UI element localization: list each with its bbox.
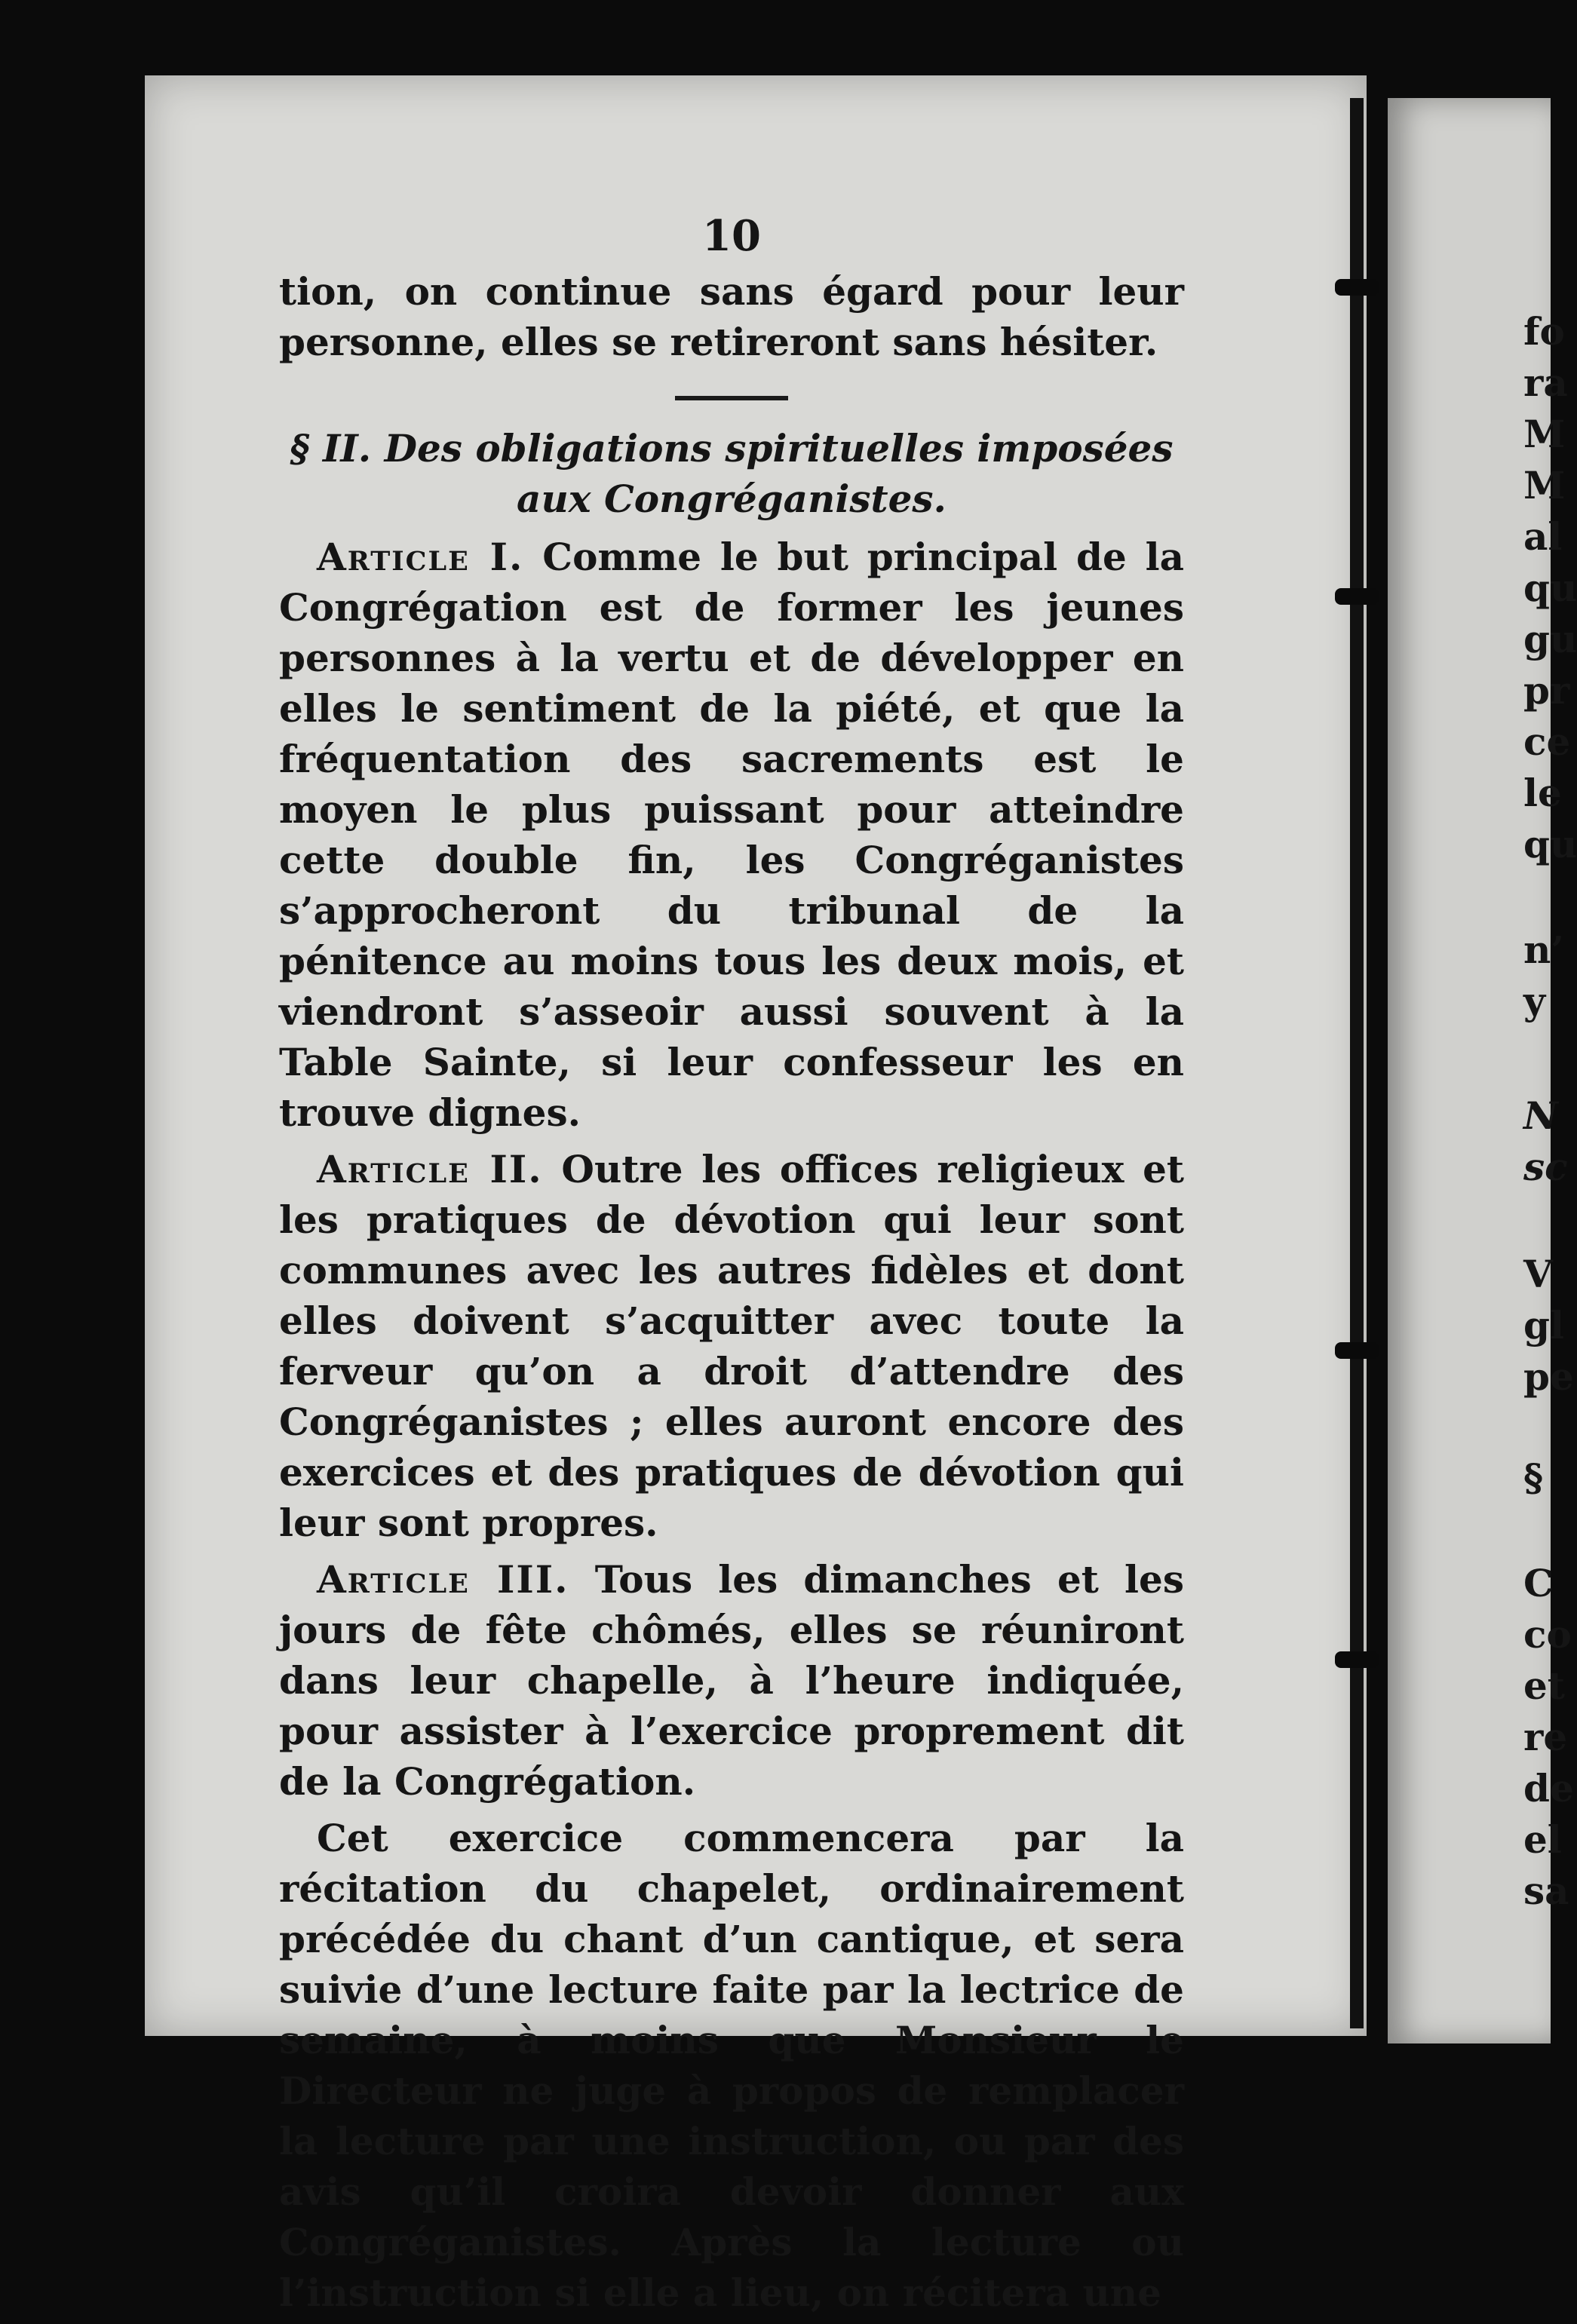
facing-line: M: [1523, 463, 1566, 507]
intro-paragraph: tion, on continue sans égard pour leur personne, elles se retireront sans hésiter.: [279, 269, 1184, 364]
facing-line: co: [1523, 1612, 1572, 1657]
facing-line: et: [1523, 1663, 1565, 1708]
facing-line: re: [1523, 1715, 1568, 1759]
article-label: Article I.: [317, 535, 524, 579]
article-paragraph: [279, 532, 1184, 1138]
article-text: Tous les dimanches et les jours de fête chômés, elles se réuniront dans leur chapelle, à l’heure indiquée, pour assister à l’exercice proprement dit de la Congrégation.: [279, 1557, 1184, 1804]
page-number: 10: [702, 211, 761, 261]
facing-line: gu: [1523, 617, 1577, 661]
book-spine: [1350, 98, 1364, 2028]
facing-line: qu: [1523, 822, 1577, 866]
article-text: Comme le but principal de la Congrégation est de former les jeunes personnes à la vertu et de développer en elles le sentiment de la piété, et que la fréquentation des sacrements est le moyen le plus puissant pour atteindre cette double fin, les Congréganistes s’approcheront du tribunal de la pénitence au moins tous les deux mois, et viendront s’asseoir aussi souvent à la Table Sainte, si leur confesseur les en trouve dignes.: [279, 535, 1184, 1135]
facing-line: n’: [1523, 927, 1564, 972]
facing-line: N: [1523, 1093, 1558, 1138]
facing-line: le: [1523, 771, 1562, 815]
binding-knot: [1335, 1342, 1379, 1359]
facing-line: C: [1523, 1561, 1554, 1605]
article-label: Article III.: [317, 1557, 569, 1602]
facing-line: al: [1523, 514, 1563, 559]
facing-line: de: [1523, 1766, 1574, 1810]
article-paragraph: [279, 1554, 1184, 1807]
page-text: [279, 211, 1184, 2324]
facing-line: pe: [1523, 1354, 1574, 1399]
article-label: Article II.: [317, 1147, 543, 1191]
facing-line: §: [1523, 1455, 1544, 1500]
facing-line: sc: [1523, 1145, 1568, 1189]
binding-knot: [1335, 588, 1379, 605]
binding-knot: [1335, 1651, 1379, 1668]
facing-page: [1388, 98, 1577, 2043]
section-divider: [675, 396, 788, 400]
facing-line: gl: [1523, 1303, 1564, 1347]
closing-paragraph: Cet exercice commencera par la récitation du chapelet, ordinairement précédée du chant d’un cantique, et sera suivie d’une lecture faite par la lectrice de semaine, à moins que Monsieur le Directeur ne juge à propos de remplacer la lecture par une instruction, ou par des avis qu’il croira devoir donner aux Congréganistes. Après la lecture ou l’instruction si elle a lieu, on récitera une: [279, 1816, 1184, 2315]
article-paragraph: [279, 1144, 1184, 1548]
facing-line: qu: [1523, 566, 1577, 610]
facing-line: el: [1523, 1817, 1562, 1862]
article-text: Outre les offices religieux et les pratiques de dévotion qui leur sont communes avec les autres fidèles et dont elles doivent s’acquitter avec toute la ferveur qu’on a droit d’attendre des Congréganistes ; elles auront encore des exercices et des pratiques de dévotion qui leur sont propres.: [279, 1147, 1184, 1545]
facing-line: ra: [1523, 360, 1568, 405]
facing-line: ce: [1523, 719, 1571, 764]
facing-line: M: [1523, 412, 1566, 456]
facing-line: fo: [1523, 309, 1565, 354]
facing-line: y: [1523, 979, 1546, 1023]
binding-knot: [1335, 279, 1379, 296]
facing-line: sa: [1523, 1869, 1569, 1913]
facing-line: pr: [1523, 668, 1570, 713]
section-heading: § II. Des obligations spirituelles imposées aux Congréganistes.: [290, 426, 1174, 521]
facing-line: V: [1523, 1252, 1553, 1296]
